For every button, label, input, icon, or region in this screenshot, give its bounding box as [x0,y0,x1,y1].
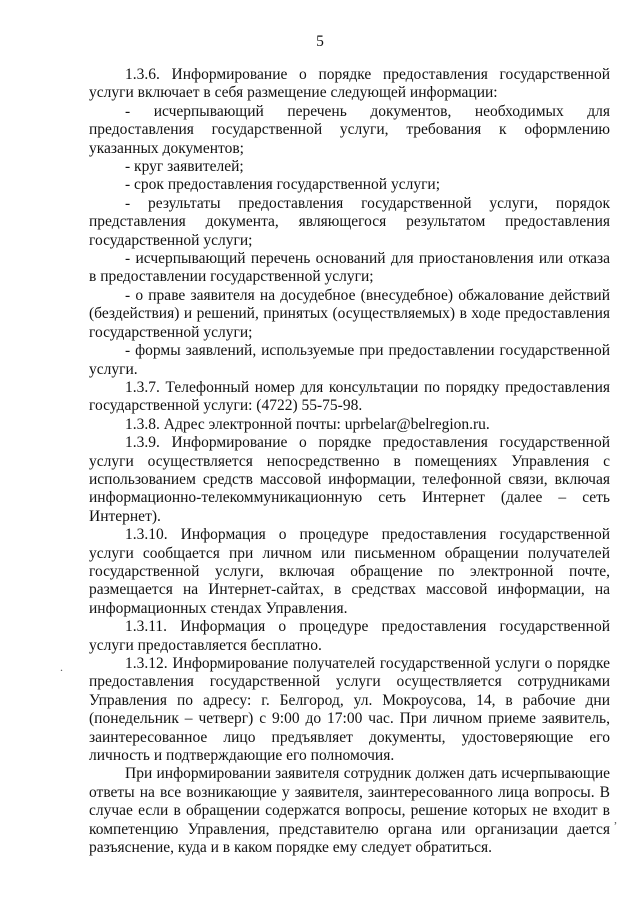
document-body [89,66,610,857]
list-item-applicants: - круг заявителей; [125,158,244,176]
list-item-grounds: - исчерпывающий перечень оснований для приостановления или отказа в предоставлении государственной услуги; [89,250,610,286]
paragraph-1-3-11: 1.3.11. Информация о процедуре предоставления государственной услуги предоставляется бесплатно. [89,618,610,654]
paragraph-informing: При информировании заявителя сотрудник должен дать исчерпывающие ответы на все возникающие у заявителя, заинтересованного лица вопросы. В случае если в обращении содержатся вопросы, решение которых не входит в компетенцию Управления, представителю органа или организации дается разъяснение, куда и в каком порядке ему следует обратиться. [89,765,610,857]
list-item-term: - срок предоставления государственной услуги; [125,176,441,194]
list-item-results: - результаты предоставления государственной услуги, порядок представления документа, являющегося результатом предоставления государственной услуги; [89,194,610,249]
list-item-documents: - исчерпывающий перечень документов, необходимых для предоставления государственной услуги, требования к оформлению указанных документов; [89,102,610,157]
scan-margin-mark: , [614,812,617,826]
paragraph-1-3-6: 1.3.6. Информирование о порядке предоставления государственной услуги включает в себя размещение следующей информации: [89,66,610,102]
scan-margin-mark: . [60,660,63,674]
paragraph-1-3-12: 1.3.12. Информирование получателей государственной услуги о порядке предоставления государственной услуги осуществляется сотрудниками Управления по адресу: г. Белгород, ул. Мокроусова, 14, в рабочие дни (понедельник – четверг) с 9:00 до 17:00 час. При личном приеме заявитель, заинтересованное лицо предъявляет документы, удостоверяющие его личность и подтверждающие его полномочия. [89,655,610,765]
paragraph-1-3-10: 1.3.10. Информация о процедуре предоставления государственной услуги сообщается при личном или письменном обращении получателей государственной услуги, включая обращение по электронной почте, размещается на Интернет-сайтах, в средствах массовой информации, на информационных стендах Управления. [89,526,610,617]
list-item-appeal: - о праве заявителя на досудебное (внесудебное) обжалование действий (бездействия) и решений, принятых (осуществляемых) в ходе предоставления государственной услуги; [89,286,610,341]
paragraph-1-3-9: 1.3.9. Информирование о порядке предоставления государственной услуги осуществляется непосредственно в помещениях Управления с использованием средств массовой информации, телефонной связи, включая информационно-телекоммуникационную сеть Интернет (далее – сеть Интернет). [89,434,610,525]
paragraph-1-3-8: 1.3.8. Адрес электронной почты: uprbelar@belregion.ru. [125,415,490,433]
page-number: 5 [316,33,324,50]
paragraph-1-3-7: 1.3.7. Телефонный номер для консультации по порядку предоставления государственной услуги: (4722) 55-75-98. [89,378,610,415]
list-item-forms: - формы заявлений, используемые при предоставлении государственной услуги. [89,342,610,378]
